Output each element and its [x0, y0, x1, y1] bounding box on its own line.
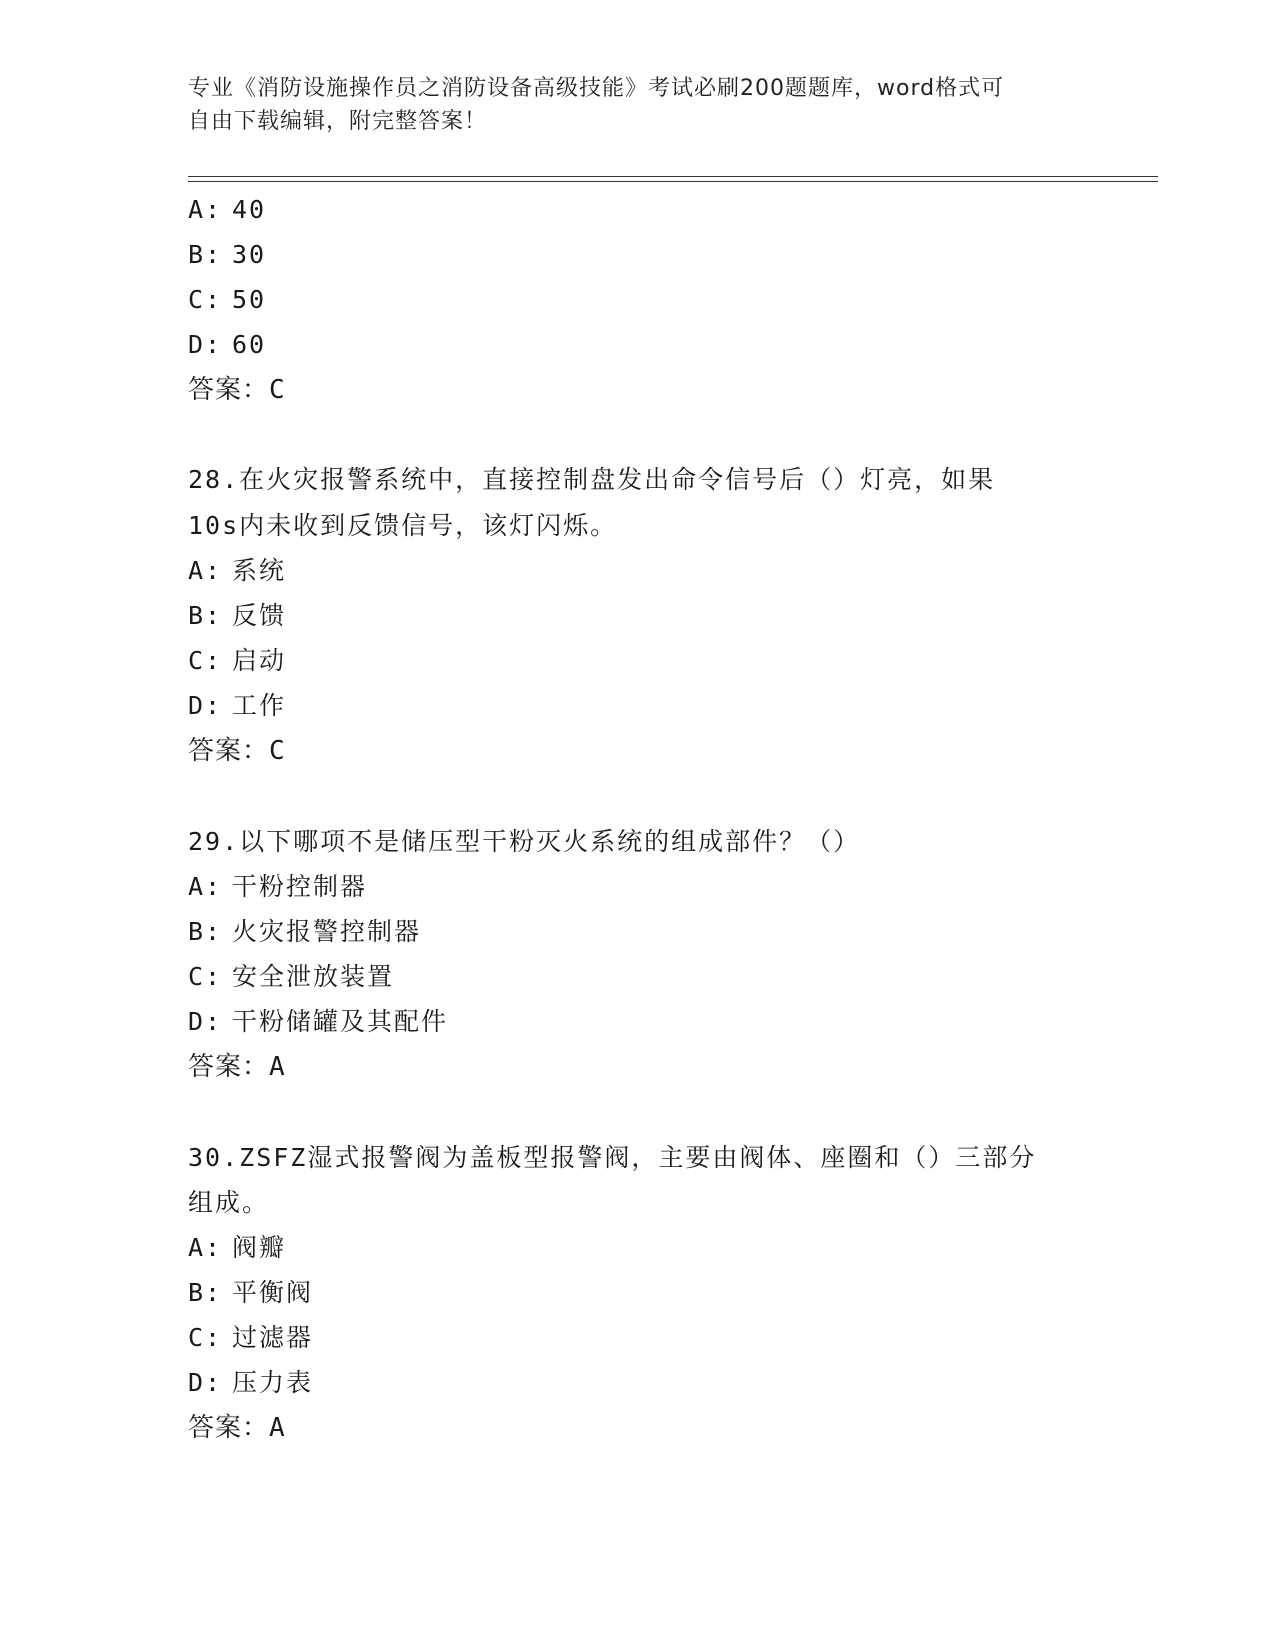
q27-option-d: D: 60	[188, 330, 267, 359]
q30-option-d: D: 压力表	[188, 1368, 314, 1397]
q30-option-c: C: 过滤器	[188, 1323, 314, 1352]
q28-stem-line-1: 28.在火灾报警系统中，直接控制盘发出命令信号后（）灯亮，如果	[188, 465, 996, 494]
q30-option-b: B: 平衡阀	[188, 1278, 314, 1307]
q28-option-b: B: 反馈	[188, 601, 287, 630]
q28-answer: 答案：C	[188, 736, 286, 766]
q29-answer: 答案：A	[188, 1052, 286, 1082]
q30-answer: 答案：A	[188, 1413, 286, 1443]
q27-option-c: C: 50	[188, 285, 267, 314]
q30-stem-line-1: 30.ZSFZ湿式报警阀为盖板型报警阀，主要由阀体、座圈和（）三部分	[188, 1143, 1037, 1172]
q30-stem-line-2: 组成。	[188, 1188, 270, 1217]
q29-option-d: D: 干粉储罐及其配件	[188, 1007, 449, 1036]
header-divider-bottom	[188, 181, 1158, 182]
q29-option-b: B: 火灾报警控制器	[188, 917, 422, 946]
q28-stem-line-2: 10s内未收到反馈信号，该灯闪烁。	[188, 511, 618, 540]
document-header	[188, 72, 1088, 138]
header-divider-top	[188, 176, 1158, 177]
q28-option-c: C: 启动	[188, 646, 287, 675]
header-line-2: 自由下载编辑，附完整答案！	[188, 109, 488, 134]
q27-option-a: A: 40	[188, 195, 267, 224]
q27-answer: 答案：C	[188, 375, 286, 405]
q30-option-a: A: 阀瓣	[188, 1233, 287, 1262]
q29-option-a: A: 干粉控制器	[188, 872, 368, 901]
q29-stem-line-1: 29.以下哪项不是储压型干粉灭火系统的组成部件？（）	[188, 827, 861, 856]
q27-option-b: B: 30	[188, 240, 267, 269]
q29-option-c: C: 安全泄放装置	[188, 962, 395, 991]
header-line-1: 专业《消防设施操作员之消防设备高级技能》考试必刷200题题库，word格式可	[188, 76, 1005, 101]
q28-option-d: D: 工作	[188, 691, 287, 720]
q28-option-a: A: 系统	[188, 556, 287, 585]
